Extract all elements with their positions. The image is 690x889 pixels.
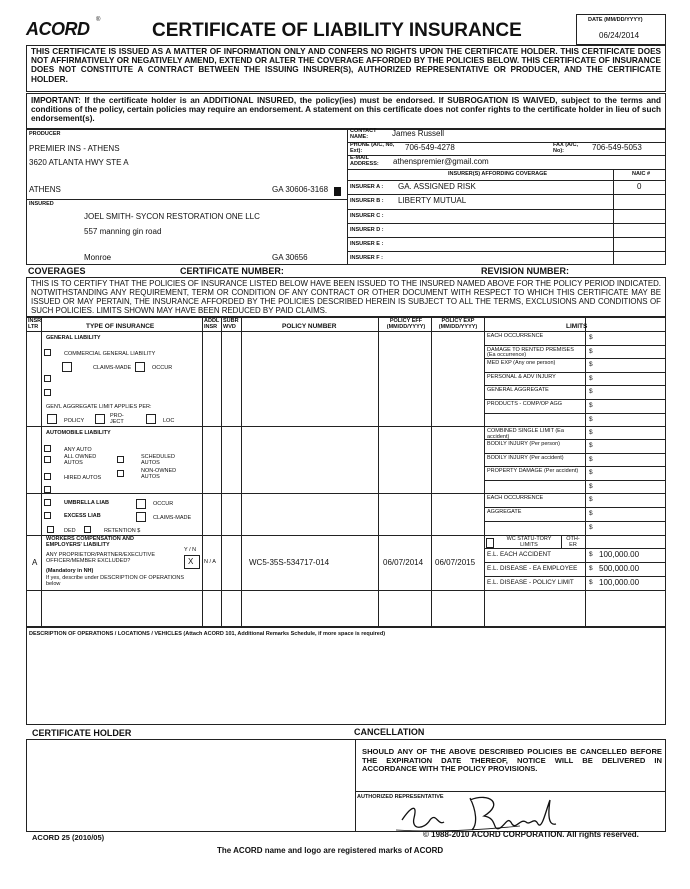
policy-label: POLICY	[64, 418, 85, 424]
project-label: PRO-JECT	[110, 413, 124, 425]
insurer-row-label: INSURER F :	[350, 255, 383, 261]
limit-dollar: $	[589, 429, 593, 436]
important-notice-text: IMPORTANT: If the certificate holder is an ADDITIONAL INSURED, the policy(ies) must be endorsed. If SUBROGATION IS WAIVED, subject to the terms and conditions of the policy, certain policies may require an endorsement. A statement on this certificate does not confer rights to the certificate holder in lieu of such endorsement(s).	[31, 96, 661, 124]
wc-mandatory: (Mandatory in NH)	[46, 568, 94, 574]
contact-phone: 706-549-4278	[405, 143, 455, 152]
insured-state-zip: GA 30656	[272, 253, 308, 262]
fax-label: FAX (A/C, No):	[553, 142, 579, 154]
contact-email: athenspremier@gmail.com	[393, 157, 489, 166]
contact-fax: 706-549-5053	[592, 143, 642, 152]
ded-label: DED	[64, 528, 76, 534]
umbrella-occur-label: OCCUR	[153, 501, 174, 507]
limit-label: EACH OCCURRENCE	[487, 333, 544, 339]
limit-dollar: $	[589, 442, 593, 450]
wc-limit-value: 100,000.00	[599, 578, 640, 587]
col-policy-exp: POLICY EXP (MM/DD/YYYY)	[438, 318, 478, 330]
insurer-name: LIBERTY MUTUAL	[398, 196, 467, 205]
limit-label: EACH OCCURRENCE	[487, 495, 544, 501]
excess-label: EXCESS LIAB	[64, 513, 101, 519]
limit-dollar: $	[589, 388, 593, 396]
wc-addl-insr: N / A	[204, 559, 216, 565]
limit-label: PRODUCTS - COMP/OP AGG	[487, 401, 563, 407]
revision-number-label: REVISION NUMBER:	[481, 266, 570, 276]
auto-blank-checkbox-1[interactable]	[44, 486, 51, 493]
cancellation-label: CANCELLATION	[354, 727, 425, 737]
wc-limit-label: E.L. DISEASE - EA EMPLOYEE	[487, 565, 578, 572]
wc-policy-eff: 06/07/2014	[383, 558, 424, 567]
wc-any-proprietor: ANY PROPRIETOR/PARTNER/EXECUTIVE OFFICER/MEMBER EXCLUDED?	[46, 552, 156, 564]
umbrella-claims-label: CLAIMS-MADE	[153, 515, 192, 521]
limit-dollar: $	[589, 496, 593, 503]
authorized-rep-label: AUTHORIZED REPRESENTATIVE	[357, 794, 444, 800]
col-subr: SUBR WVD	[223, 318, 239, 330]
producer-name: PREMIER INS - ATHENS	[29, 144, 120, 153]
producer-city: ATHENS	[29, 185, 61, 194]
limit-dollar: $	[589, 374, 593, 382]
limit-label: GENERAL AGGREGATE	[487, 387, 549, 394]
limit-dollar: $	[589, 510, 593, 517]
claims-made-checkbox[interactable]	[62, 362, 72, 372]
limit-dollar: $	[589, 347, 593, 355]
excess-checkbox[interactable]	[44, 512, 51, 519]
insurer-row-label: INSURER D :	[350, 227, 384, 233]
limit-dollar: $	[589, 402, 593, 409]
date-label: DATE (MM/DD/YYYY)	[588, 17, 643, 23]
wc-limit-label: E.L. DISEASE - POLICY LIMIT	[487, 579, 574, 586]
gl-blank-checkbox-2[interactable]	[44, 389, 51, 396]
certificate-holder-label: CERTIFICATE HOLDER	[32, 728, 132, 738]
wc-excluded-mark: X	[188, 557, 194, 566]
limit-label: BODILY INJURY (Per person)	[487, 441, 560, 448]
phone-label: PHONE (A/C, No, Ext):	[350, 142, 395, 154]
form-number: ACORD 25 (2010/05)	[32, 833, 105, 842]
scheduled-label: SCHEDULED AUTOS	[141, 454, 175, 466]
wc-limit-value: 100,000.00	[599, 550, 640, 559]
insurer-row-label: INSURER C :	[350, 213, 384, 219]
producer-address: 3620 ATLANTA HWY STE A	[29, 158, 129, 167]
col-policy-number: POLICY NUMBER	[282, 323, 337, 330]
contact-name: James Russell	[392, 129, 445, 138]
wc-policy-number: WC5-35S-534717-014	[249, 558, 330, 567]
limit-dollar: $	[589, 565, 593, 572]
description-label: DESCRIPTION OF OPERATIONS / LOCATIONS / VEHICLES (Attach ACORD 101, Additional Remarks Schedule, if more space is required)	[29, 631, 386, 637]
occur-label: OCCUR	[152, 365, 173, 371]
col-type: TYPE OF INSURANCE	[86, 323, 155, 330]
retention-checkbox[interactable]	[84, 526, 91, 533]
umbrella-checkbox[interactable]	[44, 499, 51, 506]
limit-label: PERSONAL & ADV INJURY	[487, 373, 556, 380]
limit-dollar: $	[589, 579, 593, 586]
info-notice-text: THIS CERTIFICATE IS ISSUED AS A MATTER OF INFORMATION ONLY AND CONFERS NO RIGHTS UPON THE CERTIFICATE HOLDER. THIS CERTIFICATE DOES NOT AFFIRMATIVELY OR NEGATIVELY AMEND, EXTEND OR ALTER THE COVERAGE AFFORDED BY THE POLICIES BELOW. THIS CERTIFICATE OF INSURANCE DOES NOT CONSTITUTE A CONTRACT BETWEEN THE ISSUING INSURER(S), AUTHORIZED REPRESENTATIVE OR PRODUCER, AND THE CERTIFICATE HOLDER.	[31, 47, 661, 84]
umbrella-claims-checkbox[interactable]	[136, 512, 146, 522]
col-addl: ADDL INSR	[204, 318, 220, 330]
insured-city: Monroe	[84, 253, 112, 262]
all-owned-checkbox[interactable]	[44, 456, 51, 463]
hired-checkbox[interactable]	[44, 473, 51, 480]
project-checkbox[interactable]	[95, 414, 105, 424]
cancellation-text: SHOULD ANY OF THE ABOVE DESCRIBED POLICIES BE CANCELLED BEFORE THE EXPIRATION DATE THEREOF, NOTICE WILL BE DELIVERED IN ACCORDANCE WITH THE POLICY PROVISIONS.	[362, 747, 662, 773]
limit-label: MED EXP (Any one person)	[487, 360, 556, 367]
contact-name-label: CONTACT NAME:	[350, 128, 377, 140]
limit-dollar: $	[589, 455, 593, 463]
scheduled-checkbox[interactable]	[117, 456, 124, 463]
producer-label: PRODUCER	[29, 131, 61, 137]
loc-label: LOC	[163, 418, 175, 424]
wc-statutory-label: WC STATU-TORY LIMITS	[506, 536, 552, 548]
claims-made-label: CLAIMS-MADE	[93, 365, 132, 371]
non-owned-label: NON-OWNED AUTOS	[141, 468, 177, 480]
limit-dollar: $	[589, 551, 593, 558]
cursor-marker-icon	[334, 187, 341, 196]
wc-insurer-letter: A	[32, 558, 38, 567]
limit-dollar: $	[589, 524, 593, 531]
umbrella-label: UMBRELLA LIAB	[64, 500, 110, 506]
gl-title: GENERAL LIABILITY	[46, 335, 101, 341]
wc-statutory-checkbox[interactable]	[486, 538, 494, 548]
auto-title: AUTOMOBILE LIABILITY	[46, 430, 111, 436]
wc-limit-label: E.L. EACH ACCIDENT	[487, 551, 552, 558]
limit-label: BODILY INJURY (Per accident)	[487, 454, 564, 461]
col-limits: LIMITS	[566, 323, 588, 330]
limit-dollar: $	[589, 469, 593, 477]
insured-name: JOEL SMITH- SYCON RESTORATION ONE LLC	[84, 212, 260, 221]
coverages-statement: THIS IS TO CERTIFY THAT THE POLICIES OF INSURANCE LISTED BELOW HAVE BEEN ISSUED TO THE INSURED NAMED ABOVE FOR THE POLICY PERIOD INDICATED. NOTWITHSTANDING ANY REQUIREMENT, TERM OR CONDITION OF ANY CONTRACT OR OTHER DOCUMENT WITH RESPECT TO WHICH THIS CERTIFICATE MAY BE ISSUED OR MAY PERTAIN, THE INSURANCE AFFORDED BY THE POLICIES DESCRIBED HEREIN IS SUBJECT TO ALL THE TERMS, EXCLUSIONS AND CONDITIONS OF SUCH POLICIES. LIMITS SHOWN MAY HAVE BEEN REDUCED BY PAID CLAIMS.	[31, 279, 661, 315]
wc-title: WORKERS COMPENSATION AND EMPLOYERS' LIABILITY	[46, 536, 134, 548]
insured-address: 557 manning gin road	[84, 227, 162, 236]
email-label: E-MAIL ADDRESS:	[350, 155, 379, 167]
insurer-naic: 0	[637, 182, 642, 191]
limit-label: PROPERTY DAMAGE (Per accident)	[487, 468, 579, 475]
limit-dollar: $	[589, 415, 593, 423]
col-policy-eff: POLICY EFF (MM/DD/YYYY)	[386, 318, 426, 330]
loc-checkbox[interactable]	[146, 414, 156, 424]
policy-checkbox[interactable]	[47, 414, 57, 424]
occur-checkbox[interactable]	[135, 362, 145, 372]
insured-label: INSURED	[29, 201, 54, 207]
limit-dollar: $	[589, 482, 593, 490]
any-auto-label: ANY AUTO	[64, 447, 92, 453]
wc-limit-value: 500,000.00	[599, 564, 640, 573]
insurers-header: INSURER(S) AFFORDING COVERAGE	[448, 171, 548, 177]
naic-header: NAIC #	[632, 171, 651, 177]
certificate-number-label: CERTIFICATE NUMBER:	[180, 266, 284, 276]
col-insr-ltr: INSR LTR	[28, 318, 42, 330]
hired-label: HIRED AUTOS	[64, 475, 102, 481]
coverages-label: COVERAGES	[28, 266, 86, 276]
non-owned-checkbox[interactable]	[117, 470, 124, 477]
limit-dollar: $	[589, 334, 593, 341]
umbrella-occur-checkbox[interactable]	[136, 499, 146, 509]
retention-label: RETENTION $	[104, 528, 141, 534]
all-owned-label: ALL OWNED AUTOS	[64, 454, 97, 466]
cgl-checkbox[interactable]	[44, 349, 51, 356]
insurer-row-label: INSURER B :	[350, 198, 384, 204]
acord-logo: ACORD	[26, 19, 90, 39]
ded-checkbox[interactable]	[47, 526, 54, 533]
trademark-notice: The ACORD name and logo are registered marks of ACORD	[217, 846, 444, 855]
any-auto-checkbox[interactable]	[44, 445, 51, 452]
insurer-name: GA. ASSIGNED RISK	[398, 182, 476, 191]
copyright: © 1988-2010 ACORD CORPORATION. All rights reserved.	[423, 830, 639, 839]
form-title: CERTIFICATE OF LIABILITY INSURANCE	[152, 20, 522, 41]
agg-applies-label: GEN'L AGGREGATE LIMIT APPLIES PER:	[46, 404, 152, 410]
wc-yn-label: Y / N	[184, 547, 197, 553]
limit-label: DAMAGE TO RENTED PREMISES (Ea occurrence)	[487, 346, 574, 359]
wc-other-label: OTH-ER	[566, 536, 580, 548]
producer-state-zip: GA 30606-3168	[272, 185, 329, 194]
gl-blank-checkbox-1[interactable]	[44, 375, 51, 382]
insurer-row-label: INSURER E :	[350, 241, 384, 247]
wc-if-yes: If yes, describe under DESCRIPTION OF OPERATIONS below	[46, 575, 185, 587]
certificate-date: 06/24/2014	[599, 31, 640, 40]
insurer-row-label: INSURER A :	[350, 184, 384, 190]
cgl-label: COMMERCIAL GENERAL LIABILITY	[64, 351, 156, 357]
limit-label: AGGREGATE	[487, 509, 522, 515]
wc-policy-exp: 06/07/2015	[435, 558, 476, 567]
registered-mark-icon: ®	[96, 17, 101, 23]
limit-dollar: $	[589, 361, 593, 369]
description-box	[26, 627, 666, 725]
limit-label: COMBINED SINGLE LIMIT (Ea accident)	[487, 428, 564, 440]
